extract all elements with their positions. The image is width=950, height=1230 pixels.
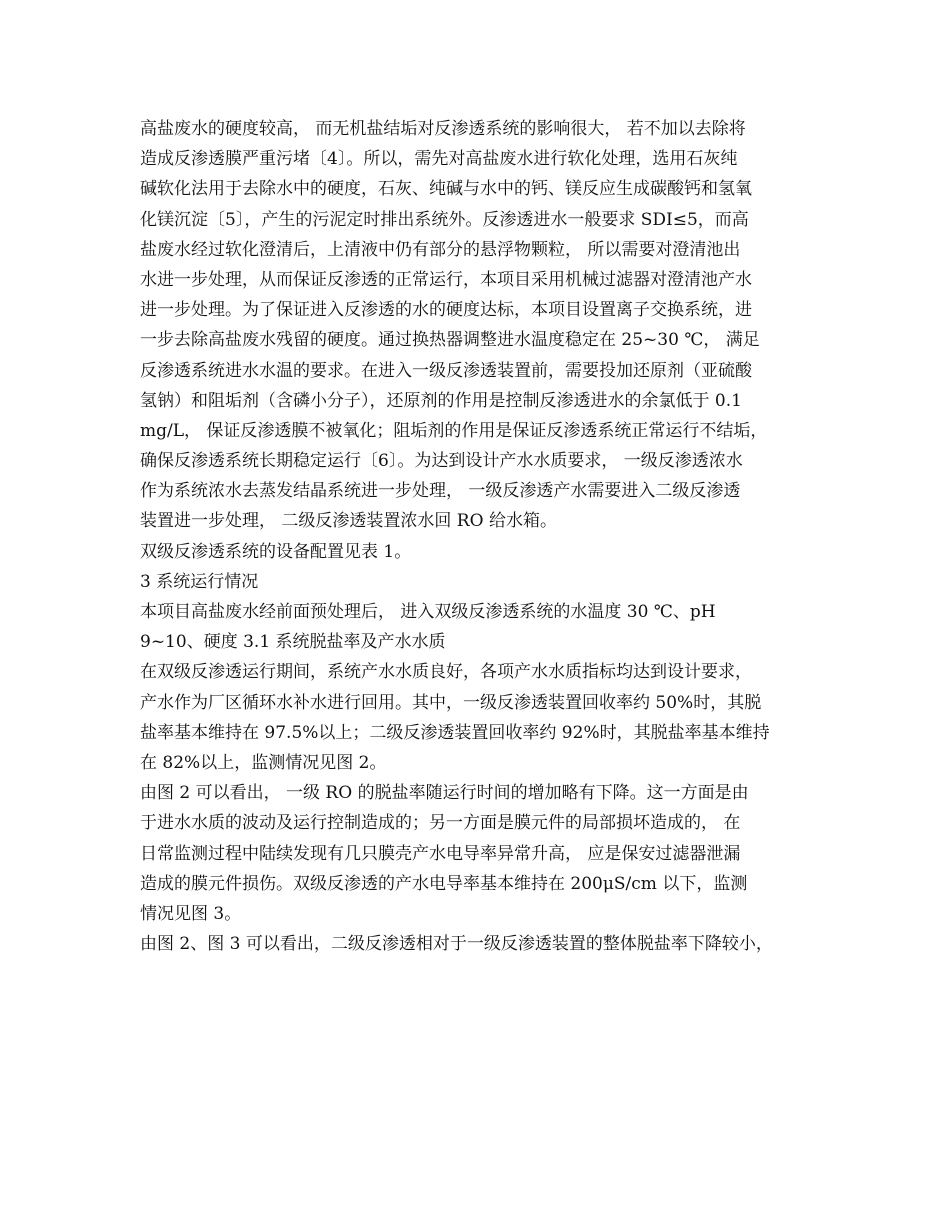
text-line: 造成反渗透膜严重污堵〔4〕。所以，需先对高盐废水进行软化处理，选用石灰纯 [140, 149, 738, 170]
text-line: 日常监测过程中陆续发现有几只膜壳产水电导率异常升高， 应是保安过滤器泄漏 [140, 843, 741, 864]
text-line: 产水作为厂区循环水补水进行回用。其中，一级反渗透装置回收率约 50%时，其脱 [140, 692, 762, 713]
document-body [140, 114, 840, 959]
text-line: mg/L， 保证反渗透膜不被氧化；阻垢剂的作用是保证反渗透系统正常运行不结垢， [140, 420, 768, 441]
text-line: 在双级反渗透运行期间，系统产水水质良好，各项产水水质指标均达到设计要求， [140, 662, 752, 683]
text-line: 碱软化法用于去除水中的硬度，石灰、纯碱与水中的钙、镁反应生成碳酸钙和氢氧 [140, 179, 752, 200]
text-line: 盐废水经过软化澄清后，上清液中仍有部分的悬浮物颗粒， 所以需要对澄清池出 [140, 239, 741, 260]
text-line: 造成的膜元件损伤。双级反渗透的产水电导率基本维持在 200μS/cm 以下，监测 [140, 873, 748, 894]
text-line: 本项目高盐废水经前面预处理后， 进入双级反渗透系统的水温度 30 ℃、pH [140, 602, 716, 622]
text-line: 氢钠）和阻垢剂（含磷小分子），还原剂的作用是控制反渗透进水的余氯低于 0.1 [140, 390, 742, 411]
section-heading: 3 系统运行情况 [140, 571, 259, 592]
text-line: 由图 2 可以看出， 一级 RO 的脱盐率随运行时间的增加略有下降。这一方面是由 [140, 783, 749, 804]
text-line: 作为系统浓水去蒸发结晶系统进一步处理， 一级反渗透产水需要进入二级反渗透 [140, 481, 741, 502]
text-line: 确保反渗透系统长期稳定运行〔6〕。为达到设计产水水质要求， 一级反渗透浓水 [140, 451, 743, 472]
text-line: 情况见图 3。 [140, 903, 242, 924]
text-line: 进一步处理。为了保证进入反渗透的水的硬度达标，本项目设置离子交换系统，进 [140, 300, 752, 321]
text-line: 装置进一步处理， 二级反渗透装置浓水回 RO 给水箱。 [140, 511, 557, 532]
text-line: 盐率基本维持在 97.5%以上；二级反渗透装置回收率约 92%时，其脱盐率基本维持 [140, 722, 770, 743]
text-line: 双级反渗透系统的设备配置见表 1。 [140, 541, 412, 562]
text-line: 化镁沉淀〔5〕，产生的污泥定时排出系统外。反渗透进水一般要求 SDI≤5，而高 [140, 209, 749, 230]
text-line: 一步去除高盐废水残留的硬度。通过换热器调整进水温度稳定在 25~30 ℃， 满足 [140, 330, 760, 351]
text-line: 9~10、硬度 3.1 系统脱盐率及产水水质 [140, 632, 446, 653]
text-line: 水进一步处理，从而保证反渗透的正常运行，本项目采用机械过滤器对澄清池产水 [140, 269, 752, 290]
text-line: 由图 2、图 3 可以看出，二级反渗透相对于一级反渗透装置的整体脱盐率下降较小， [140, 934, 773, 955]
text-line: 于进水水质的波动及运行控制造成的；另一方面是膜元件的局部损坏造成的， 在 [140, 813, 741, 834]
text-line: 在 82%以上，监测情况见图 2。 [140, 752, 387, 773]
text-line: 反渗透系统进水水温的要求。在进入一级反渗透装置前，需要投加还原剂（亚硫酸 [140, 360, 752, 381]
text-line: 高盐废水的硬度较高， 而无机盐结垢对反渗透系统的影响很大， 若不加以去除将 [140, 119, 746, 139]
